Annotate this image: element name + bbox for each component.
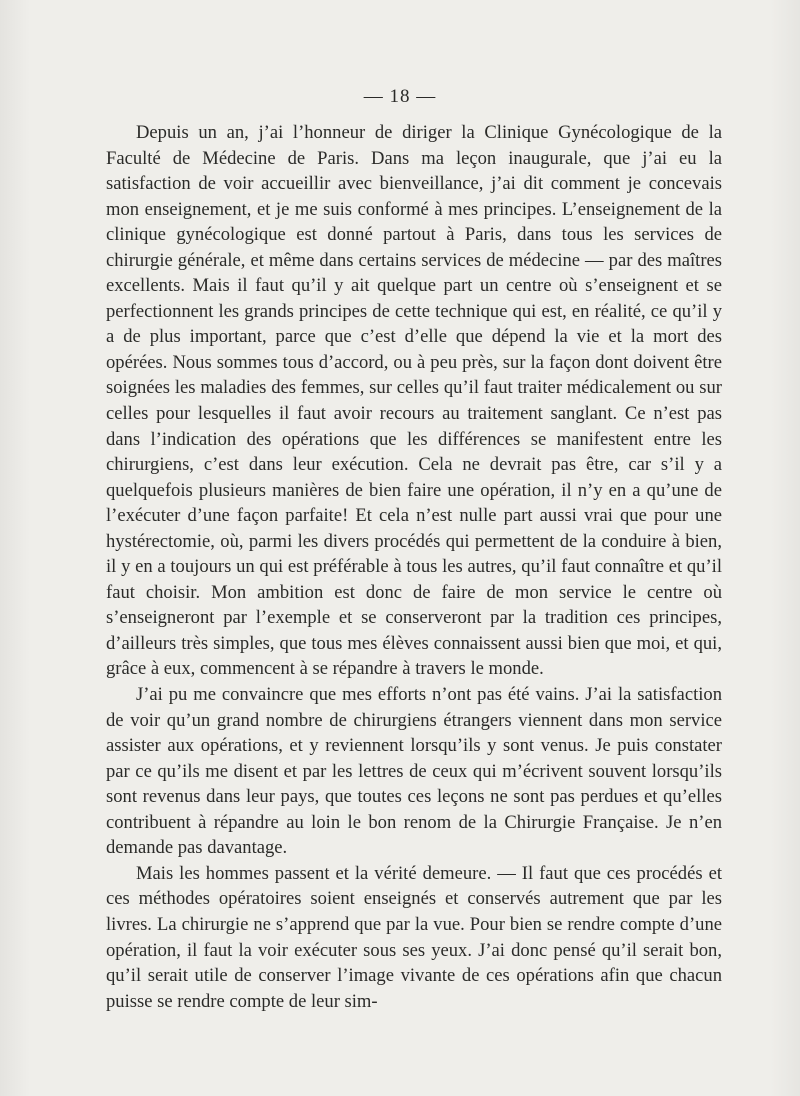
paragraph-2: J’ai pu me convaincre que mes efforts n’ont pas été vains. J’ai la satisfaction de voir qu’un grand nombre de chirurgiens étrangers viennent dans mon service assister aux opérations, et y reviennent lorsqu’ils y sont venus. Je puis constater par ce qu’ils me disent et par les lettres de ceux qui m’écrivent souvent lorsqu’ils sont revenus dans leur pays, que toutes ces leçons ne sont pas perdues et qu’elles contribuent à répandre au loin le bon renom de la Chirurgie Française. Je n’en demande pas davantage. — [106, 684, 722, 859]
page-number: — 18 — — [363, 86, 437, 107]
paragraph-3: Mais les hommes passent et la vérité demeure. — Il faut que ces procédés et ces méthodes opératoires soient enseignés et conservés autrement que par les livres. La chirurgie ne s’apprend que par la vue. Pour bien se rendre compte d’une opération, il faut la voir exécuter sous ses yeux. J’ai donc pensé qu’il serait bon, qu’il serait utile de conserver l’image vivante de ces opérations afin que chacun puisse se rendre compte de leur sim- — [106, 862, 722, 1012]
paragraph-1: Depuis un an, j’ai l’honneur de diriger la Clinique Gynécologique de la Faculté de Médecine de Paris. Dans ma leçon inaugurale, que j’ai eu la satisfaction de voir accueillir avec bienveillance, j’ai dit comment je concevais mon enseignement, et je me suis conformé à mes principes. L’enseignement de la clinique gynécologique est donné partout à Paris, dans tous les services de chirurgie générale, et même dans certains services de médecine — par des maîtres excellents. Mais il faut qu’il y ait quelque part un centre où s’enseignent et se perfectionnent les grands principes de cette technique qui est, en réalité, ce qu’il y a de plus important, parce que c’est d’elle que dépend la vie et la mort des opérées. Nous sommes tous d’accord, ou à peu près, sur la façon dont doivent être soignées les maladies des femmes, sur celles qu’il faut traiter médicalement ou sur celles pour lesquelles il faut avoir recours au traitement sanglant. Ce n’est pas dans l’indication des opérations que les différences se manifestent entre les chirurgiens, c’est dans leur exécution. Cela ne devrait pas être, car s’il y a quelquefois plusieurs manières de bien faire une opération, il n’y en a qu’une de l’exécuter d’une façon parfaite! Et cela n’est nulle part aussi vrai que pour une hystérectomie, où, parmi les divers procédés qui permettent de la conduire à bien, il y en a toujours un qui est préférable à tous les autres, qu’il faut connaître et qu’il faut choisir. Mon ambition est donc de faire de mon service le centre où s’enseigneront par l’exemple et se conserveront par la tradition ces principes, d’ailleurs très simples, que tous mes élèves connaissent aussi bien que moi, et qui, grâce à eux, commencent à se répandre à travers le monde. — [106, 122, 722, 680]
body-text — [106, 120, 722, 1014]
